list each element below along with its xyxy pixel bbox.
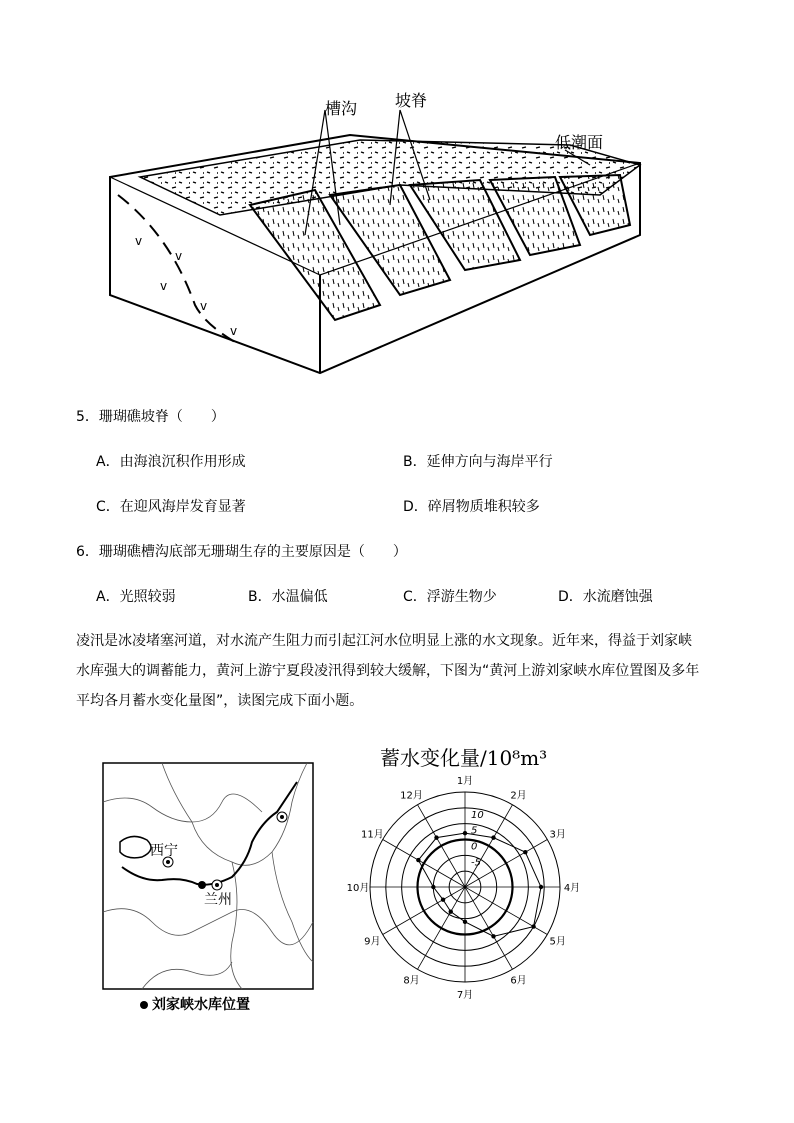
passage-line-1: 凌汛是冰凌堵塞河道，对水流产生阻力而引起江河水位明显上涨的水文现象。近年来，得益于刘家峡 [76, 633, 692, 649]
label-ridge: 坡脊 [395, 91, 428, 110]
q5-option-a[interactable]: A．由海浪沉积作用形成 [96, 454, 246, 470]
question-5-stem: 5．珊瑚礁坡脊（ ） [76, 409, 225, 425]
month-label: 11月 [360, 829, 384, 841]
month-label: 8月 [403, 975, 420, 987]
data-point-11 [416, 858, 420, 862]
svg-text:v: v [135, 234, 143, 248]
q5-option-d[interactable]: D．碎屑物质堆积较多 [403, 499, 540, 515]
month-label: 6月 [510, 975, 527, 987]
map-legend [140, 994, 250, 1014]
map-label-xining: 西宁 [150, 843, 178, 859]
spoke-11 [383, 840, 465, 888]
month-label: 10月 [346, 883, 370, 894]
reservoir-dot [198, 881, 206, 889]
month-label: 1月 [456, 776, 474, 787]
label-low-tide: 低潮面 [555, 133, 604, 152]
label-trough: 槽沟 [325, 99, 358, 118]
data-point-2 [491, 835, 495, 839]
data-point-1 [463, 831, 467, 835]
svg-text:v: v [160, 279, 168, 293]
month-label: 4月 [563, 883, 581, 894]
ring-label: 10 [471, 809, 484, 821]
svg-text:v: v [175, 249, 183, 263]
q5-option-b[interactable]: B．延伸方向与海岸平行 [403, 454, 553, 470]
data-point-5 [531, 924, 535, 928]
month-label: 7月 [456, 990, 474, 1001]
map-label-lanzhou: 兰州 [204, 892, 232, 908]
question-6-stem: 6．珊瑚礁槽沟底部无珊瑚生存的主要原因是（ ） [76, 544, 407, 560]
q6-option-a[interactable]: A．光照较弱 [96, 589, 176, 605]
data-point-12 [434, 835, 438, 839]
q6-option-c[interactable]: C．浮游生物少 [403, 589, 497, 605]
chart-title: 蓄水变化量/10⁸m³ [380, 746, 548, 770]
passage-line-3: 平均各月蓄水变化量图”，读图完成下面小题。 [76, 693, 364, 709]
legend-dot-icon [140, 1001, 148, 1009]
data-point-9 [441, 897, 445, 901]
q5-option-c[interactable]: C．在迎风海岸发育显著 [96, 499, 246, 515]
city-marker-northeast [277, 812, 287, 822]
q6-option-b[interactable]: B．水温偏低 [248, 589, 328, 605]
ring-label: 5 [471, 825, 478, 837]
month-label: 9月 [364, 936, 381, 948]
ring-label: -5 [471, 857, 481, 869]
data-point-10 [431, 885, 435, 889]
data-point-4 [539, 885, 543, 889]
data-point-3 [523, 850, 527, 854]
map-legend-label: 刘家峡水库位置 [152, 997, 250, 1013]
month-label: 5月 [549, 936, 566, 948]
month-label: 2月 [510, 790, 527, 802]
passage [76, 626, 716, 716]
svg-text:v: v [200, 299, 208, 313]
svg-text:v: v [230, 324, 238, 338]
month-label: 12月 [400, 790, 423, 802]
spoke-12 [418, 805, 466, 887]
q6-option-d[interactable]: D．水流磨蚀强 [558, 589, 653, 605]
ring-label: 0 [471, 841, 478, 853]
data-point-8 [449, 909, 453, 913]
data-point-7 [463, 920, 467, 924]
passage-line-2: 水库强大的调蓄能力，黄河上游宁夏段凌汛得到较大缓解，下图为“黄河上游刘家峡水库位置图及多年 [76, 663, 700, 679]
reservoir-location-map [102, 762, 314, 990]
month-label: 3月 [549, 829, 566, 841]
spoke-6 [465, 887, 513, 969]
storage-change-radar-chart [346, 770, 581, 1001]
data-point-6 [491, 934, 495, 938]
